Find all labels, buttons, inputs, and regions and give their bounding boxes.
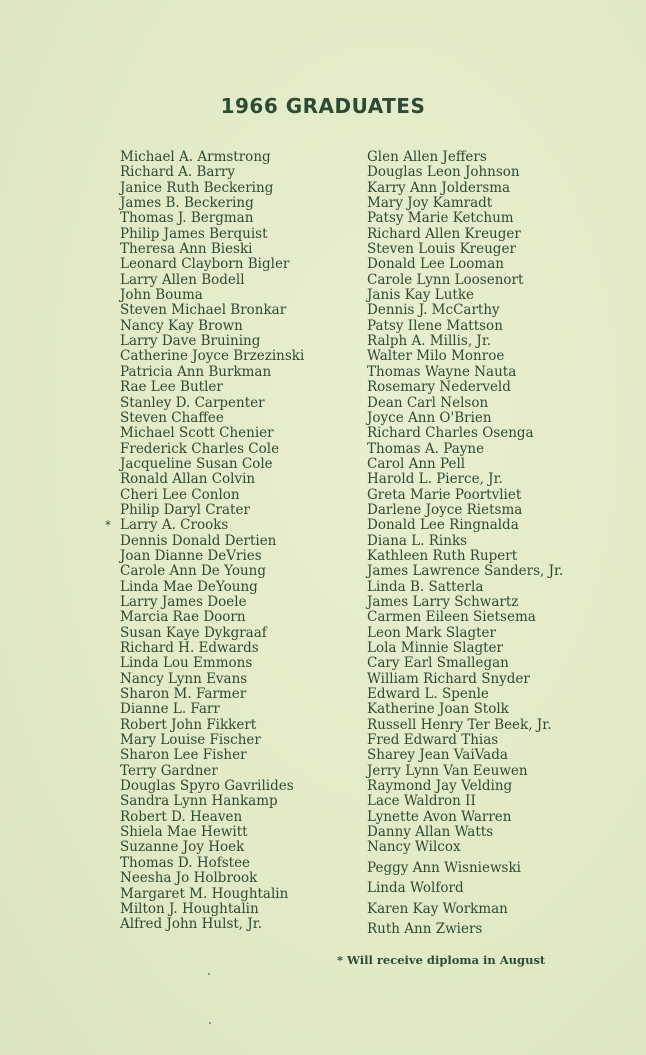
graduate-name-text: Mary Louise Fischer: [120, 732, 261, 749]
graduate-name-text: Katherine Joan Stolk: [367, 701, 509, 718]
graduate-name: [120, 396, 304, 411]
graduate-name: [120, 764, 304, 779]
graduate-name-text: Joan Dianne DeVries: [120, 547, 262, 564]
graduate-name-text: Raymond Jay Velding: [367, 778, 513, 795]
graduate-name-text: Terry Gardner: [120, 762, 218, 779]
graduate-name-text: Larry James Doele: [120, 593, 247, 610]
graduate-name-text: Linda Wolford: [367, 880, 464, 897]
graduate-name-text: Carol Ann Pell: [367, 455, 466, 472]
graduate-name: [367, 503, 563, 518]
graduate-name: [367, 672, 563, 687]
graduate-name-text: Philip James Berquist: [120, 225, 268, 242]
graduate-name-text: Lace Waldron II: [367, 793, 476, 810]
graduate-name-text: Joyce Ann O'Brien: [367, 409, 492, 426]
graduate-name: [367, 656, 563, 671]
graduate-name-text: Jacqueline Susan Cole: [120, 455, 273, 472]
graduate-name: [367, 840, 563, 855]
graduate-name-text: Janis Kay Lutke: [367, 287, 474, 304]
graduate-name: [120, 303, 304, 318]
graduate-name: [120, 595, 304, 610]
graduate-name-text: Russell Henry Ter Beek, Jr.: [367, 716, 552, 733]
page-title: 1966 GRADUATES: [220, 94, 426, 118]
graduate-name: [367, 411, 563, 426]
graduate-name-text: Theresa Ann Bieski: [120, 241, 253, 258]
graduate-name: [105, 517, 304, 534]
graduate-name-text: Janice Ruth Beckering: [120, 179, 274, 196]
graduate-name: [367, 748, 563, 763]
graduate-name: [120, 227, 304, 242]
graduate-name-text: Fred Edward Thias: [367, 732, 499, 749]
graduate-name: [367, 641, 563, 656]
graduate-name-text: Thomas Wayne Nauta: [367, 363, 517, 380]
graduate-name: [120, 887, 304, 902]
graduate-name: [367, 764, 563, 779]
graduate-name-text: Richard Charles Osenga: [367, 425, 534, 442]
graduate-name: [120, 672, 304, 687]
graduate-name: [120, 656, 304, 671]
graduate-name-text: Peggy Ann Wisniewski: [367, 859, 521, 876]
graduate-name: [367, 626, 563, 641]
graduate-name-text: Leonard Clayborn Bigler: [120, 256, 290, 273]
graduate-name: [120, 411, 304, 426]
graduate-name-text: Lynette Avon Warren: [367, 808, 512, 825]
graduate-name: [367, 380, 563, 395]
graduate-name-text: Karry Ann Joldersma: [367, 179, 511, 196]
graduate-name: [367, 396, 563, 411]
graduate-name: [367, 457, 563, 472]
graduate-name-text: Kathleen Ruth Rupert: [367, 547, 518, 564]
graduate-name-text: Shiela Mae Hewitt: [120, 824, 248, 841]
graduate-name-text: Dianne L. Farr: [120, 701, 220, 718]
graduate-name-text: Michael A. Armstrong: [120, 149, 271, 165]
graduate-name: [367, 150, 563, 165]
graduate-name: [120, 534, 304, 549]
graduate-name: [120, 641, 304, 656]
graduate-name-text: Margaret M. Houghtalin: [120, 885, 289, 902]
graduate-name: [367, 442, 563, 457]
graduate-name: [367, 288, 563, 303]
graduate-name: [120, 902, 304, 917]
graduate-name: [120, 687, 304, 702]
graduate-name: [367, 488, 563, 503]
graduate-name: [120, 503, 304, 518]
graduate-name: [367, 365, 563, 380]
graduate-name: [367, 472, 563, 487]
graduate-name-text: Cheri Lee Conlon: [120, 486, 240, 503]
graduate-name-text: Steven Chaffee: [120, 409, 224, 426]
graduate-name-text: Greta Marie Poortvliet: [367, 486, 522, 503]
graduate-name-text: Linda Lou Emmons: [120, 655, 253, 672]
graduate-name: [367, 181, 563, 196]
graduate-name-text: Donald Lee Looman: [367, 256, 504, 273]
graduate-name-text: Rae Lee Butler: [120, 379, 223, 396]
graduate-name-text: Jerry Lynn Van Eeuwen: [367, 762, 528, 779]
graduate-name: [367, 211, 563, 226]
graduates-right-column: [367, 150, 563, 937]
paper-speck: [209, 1022, 211, 1024]
graduate-name: [120, 748, 304, 763]
graduate-name: [120, 871, 304, 886]
graduate-name: [367, 303, 563, 318]
graduate-name-text: Dean Carl Nelson: [367, 394, 489, 411]
graduate-name-text: Susan Kaye Dykgraaf: [120, 624, 267, 641]
graduate-name: [120, 165, 304, 180]
graduate-name: [120, 610, 304, 625]
graduate-name: [120, 150, 304, 165]
graduate-name: [120, 426, 304, 441]
graduate-name-text: Karen Kay Workman: [367, 900, 508, 917]
graduate-name: [367, 165, 563, 180]
graduate-name-text: Edward L. Spenle: [367, 686, 489, 703]
graduate-name-text: Larry Allen Bodell: [120, 271, 245, 288]
graduate-name-text: Stanley D. Carpenter: [120, 394, 265, 411]
graduate-name-text: Robert John Fikkert: [120, 716, 257, 733]
graduate-name-text: Neesha Jo Holbrook: [120, 870, 258, 887]
graduate-name: [367, 825, 563, 840]
graduate-name-text: Harold L. Pierce, Jr.: [367, 471, 503, 488]
graduate-name: [367, 610, 563, 625]
graduate-name: [120, 211, 304, 226]
graduate-name-text: Philip Daryl Crater: [120, 501, 250, 518]
graduate-name: [367, 534, 563, 549]
graduate-name: [120, 549, 304, 564]
graduate-name: [367, 227, 563, 242]
graduate-name-text: Thomas D. Hofstee: [120, 854, 251, 871]
graduate-name: [367, 779, 563, 794]
asterisk-marker: *: [105, 518, 111, 533]
graduate-name-text: Rosemary Nederveld: [367, 379, 511, 396]
graduate-name-text: Douglas Leon Johnson: [367, 164, 520, 181]
graduate-name: [120, 917, 304, 932]
graduate-name-text: Richard H. Edwards: [120, 640, 259, 656]
graduate-name-text: Nancy Lynn Evans: [120, 670, 248, 687]
graduate-name: [367, 319, 563, 334]
graduate-name-text: Larry A. Crooks: [120, 517, 229, 534]
graduate-name-text: James B. Beckering: [120, 195, 254, 212]
graduate-name-text: Michael Scott Chenier: [120, 425, 274, 442]
graduate-name-text: Steven Louis Kreuger: [367, 241, 516, 258]
graduate-name-text: Dennis J. McCarthy: [367, 302, 500, 319]
graduate-name: [120, 273, 304, 288]
paper-speck: [208, 973, 210, 975]
graduate-name: [367, 580, 563, 595]
footnote: * Will receive diploma in August: [337, 953, 546, 967]
graduate-name: [120, 242, 304, 257]
graduate-name: [367, 718, 563, 733]
graduate-name: [120, 457, 304, 472]
graduate-name: [367, 881, 563, 896]
graduate-name-text: Patricia Ann Burkman: [120, 363, 272, 380]
graduate-name-text: Douglas Spyro Gavrilides: [120, 778, 294, 795]
graduate-name-text: Thomas J. Bergman: [120, 210, 254, 227]
graduate-name: [367, 595, 563, 610]
graduate-name-text: Catherine Joyce Brzezinski: [120, 348, 305, 365]
graduate-name: [120, 349, 304, 364]
graduate-name-text: Suzanne Joy Hoek: [120, 839, 245, 856]
graduate-name-text: Richard A. Barry: [120, 164, 236, 181]
graduate-name-text: Nancy Kay Brown: [120, 317, 243, 334]
graduate-name-text: Ronald Allan Colvin: [120, 471, 256, 488]
graduate-name-text: Mary Joy Kamradt: [367, 195, 493, 212]
graduate-name-text: Robert D. Heaven: [120, 808, 243, 825]
graduate-name: [120, 196, 304, 211]
graduate-name: [120, 580, 304, 595]
graduate-name-text: Larry Dave Bruining: [120, 333, 261, 350]
graduate-name: [120, 702, 304, 717]
graduate-name-text: Patsy Ilene Mattson: [367, 317, 503, 334]
graduate-name: [367, 518, 563, 533]
graduate-name: [120, 334, 304, 349]
graduate-name-text: Lola Minnie Slagter: [367, 640, 504, 656]
graduate-name: [120, 718, 304, 733]
graduate-name-text: Milton J. Houghtalin: [120, 900, 259, 917]
graduate-name: [367, 426, 563, 441]
graduate-name-text: William Richard Snyder: [367, 670, 530, 687]
graduate-name-text: Steven Michael Bronkar: [120, 302, 287, 319]
graduate-name: [120, 181, 304, 196]
graduate-name: [367, 349, 563, 364]
graduate-name-text: Richard Allen Kreuger: [367, 225, 521, 242]
graduate-name-text: Thomas A. Payne: [367, 440, 485, 457]
graduate-name-text: Ruth Ann Zwiers: [367, 920, 483, 937]
graduate-name-text: Carole Ann De Young: [120, 563, 266, 580]
graduate-name: [120, 442, 304, 457]
graduate-name-text: Sandra Lynn Hankamp: [120, 793, 278, 810]
graduate-name-text: Patsy Marie Ketchum: [367, 210, 514, 227]
graduate-name: [120, 472, 304, 487]
graduate-name: [120, 810, 304, 825]
graduate-name-text: Sharon M. Farmer: [120, 686, 247, 703]
graduate-name: [120, 564, 304, 579]
graduate-name: [120, 380, 304, 395]
graduate-name: [120, 840, 304, 855]
graduate-name: [120, 365, 304, 380]
graduate-name: [367, 810, 563, 825]
graduate-name-text: Carole Lynn Loosenort: [367, 271, 524, 288]
graduate-name: [367, 273, 563, 288]
graduate-name-text: Frederick Charles Cole: [120, 440, 280, 457]
graduate-name-text: Diana L. Rinks: [367, 532, 468, 549]
graduate-name-text: Danny Allan Watts: [367, 824, 494, 841]
graduate-name: [367, 861, 563, 876]
graduate-name-text: Linda B. Satterla: [367, 578, 484, 595]
graduate-name-text: Linda Mae DeYoung: [120, 578, 258, 595]
graduate-name: [367, 549, 563, 564]
graduate-name: [120, 626, 304, 641]
graduate-name: [120, 319, 304, 334]
graduate-name-text: Cary Earl Smallegan: [367, 655, 509, 672]
graduate-name-text: John Bouma: [120, 287, 203, 304]
graduate-name-text: Donald Lee Ringnalda: [367, 517, 519, 534]
graduate-name: [120, 856, 304, 871]
graduate-name: [367, 733, 563, 748]
graduate-name: [120, 288, 304, 303]
graduate-name-text: Carmen Eileen Sietsema: [367, 609, 536, 626]
graduate-name: [120, 733, 304, 748]
graduate-name-text: James Larry Schwartz: [367, 593, 519, 610]
graduate-name: [120, 825, 304, 840]
graduate-name-text: Alfred John Hulst, Jr.: [120, 916, 263, 933]
graduate-name: [367, 196, 563, 211]
graduate-name-text: Nancy Wilcox: [367, 839, 461, 856]
graduate-name: [367, 242, 563, 257]
graduate-name: [367, 564, 563, 579]
graduate-name: [367, 687, 563, 702]
graduate-name-text: Glen Allen Jeffers: [367, 149, 487, 165]
graduate-name: [120, 794, 304, 809]
graduate-name: [367, 902, 563, 917]
graduate-name-text: Leon Mark Slagter: [367, 624, 496, 641]
graduates-left-column: [105, 149, 305, 933]
graduate-name: [367, 334, 563, 349]
graduate-name-text: Ralph A. Millis, Jr.: [367, 333, 492, 350]
graduate-name-text: Dennis Donald Dertien: [120, 532, 277, 549]
graduate-name: [120, 488, 304, 503]
graduate-name: [367, 257, 563, 272]
graduate-name-text: Marcia Rae Doorn: [120, 609, 246, 626]
graduate-name: [367, 922, 563, 937]
graduate-name-text: Sharey Jean VaiVada: [367, 747, 508, 764]
graduate-name-text: Darlene Joyce Rietsma: [367, 501, 523, 518]
graduate-name: [367, 794, 563, 809]
graduate-name: [120, 257, 304, 272]
graduate-name-text: Walter Milo Monroe: [367, 348, 505, 365]
graduate-name: [120, 779, 304, 794]
graduate-name: [367, 702, 563, 717]
graduate-name-text: Sharon Lee Fisher: [120, 747, 247, 764]
graduate-name-text: James Lawrence Sanders, Jr.: [367, 563, 564, 580]
